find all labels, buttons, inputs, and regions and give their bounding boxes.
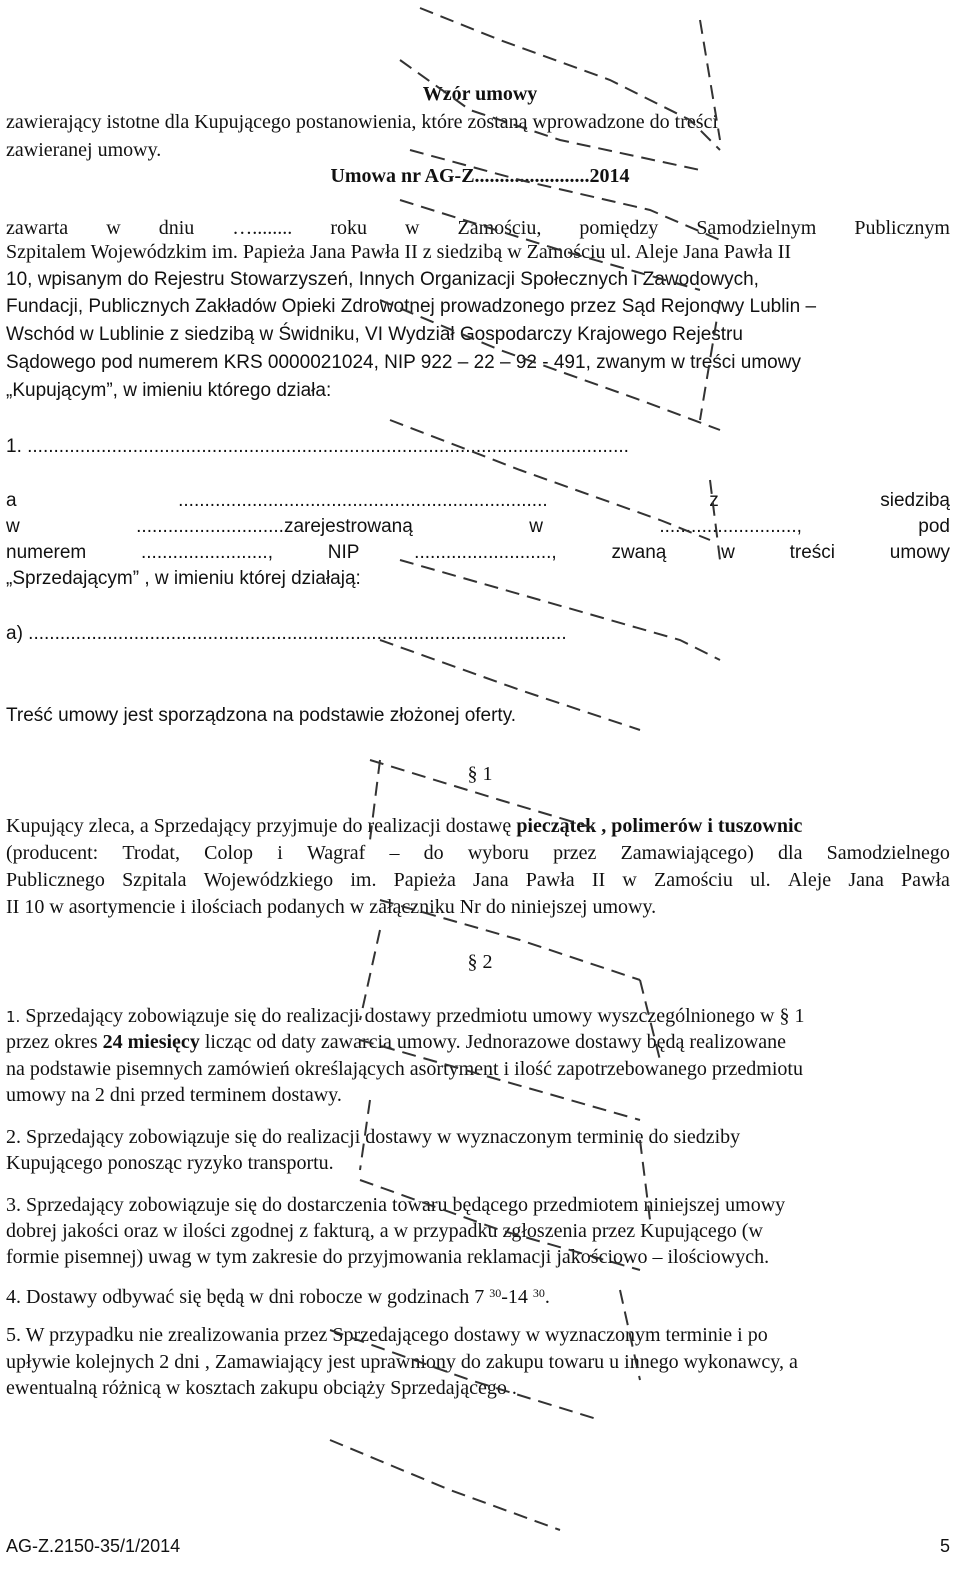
word: ul.: [750, 869, 771, 891]
word: Colop: [204, 842, 254, 864]
word: Jana: [473, 869, 509, 891]
footer-reference: AG-Z.2150-35/1/2014: [6, 1536, 181, 1556]
word: im.: [350, 869, 377, 891]
p2-line-4: „Sprzedającym” , w imieniu której działają:: [6, 568, 361, 589]
word: II: [591, 869, 606, 891]
word: Zamawiającego): [620, 842, 754, 864]
s2-2-line-1: 2. Sprzedający zobowiązuje się do realizacji dostawy w wyznaczonym terminie do siedziby: [6, 1126, 741, 1148]
word: Samodzielnym: [696, 217, 817, 239]
intro-line-2: zawieranej umowy.: [6, 139, 162, 161]
s2-2-line-2: Kupującego ponosząc ryzyko transportu.: [6, 1152, 334, 1174]
p2-line-2: [6, 515, 950, 539]
word: Trodat,: [122, 842, 180, 864]
p2-line-3: [6, 541, 950, 565]
word: ......................................................................: [178, 490, 548, 511]
s2-5-line-3: ewentualną różnicą w kosztach zakupu obciąży Sprzedającego .: [6, 1377, 517, 1399]
word: pomiędzy: [579, 217, 659, 239]
word: ............................zarejestrowaną: [136, 516, 413, 537]
word: wyboru: [467, 842, 529, 864]
word: przez: [553, 842, 597, 864]
p1-line-5: Wschód w Lublinie z siedzibą w Świdniku, VI Wydział Gospodarczy Krajowego Rejestru: [6, 324, 743, 345]
word: Publicznego: [6, 869, 105, 891]
p1-line-1: [6, 216, 950, 240]
p1-line-4: Fundacji, Publicznych Zakładów Opieki Zdrowotnej prowadzonego przez Sąd Rejonowy Lublin –: [6, 296, 817, 317]
word: w: [6, 516, 20, 537]
word: ........................,: [141, 542, 273, 563]
word: Jana: [848, 869, 884, 891]
s1-line-2: [6, 841, 950, 865]
word: treści: [789, 542, 836, 563]
word: i: [277, 842, 283, 864]
word: zwaną: [611, 542, 667, 563]
word: w: [529, 516, 543, 537]
word: zawarta: [6, 217, 69, 239]
word: dla: [778, 842, 803, 864]
item-1: 1. ..................................................................................................................: [6, 436, 629, 457]
word: siedzibą: [880, 490, 950, 511]
word: z: [709, 490, 719, 511]
word: Wojewódzkiego: [203, 869, 334, 891]
word: ..........................,: [414, 542, 557, 563]
word: Aleje: [787, 869, 832, 891]
p1-line-3: 10, wpisanym do Rejestru Stowarzyszeń, Innych Organizacji Społecznych i Zawodowych,: [6, 269, 759, 290]
s2-4-line: 4. Dostawy odbywać się będą w dni robocze w godzinach 7 $^{30}$-14 $^{30}$.: [6, 1286, 550, 1308]
p1-line-6: Sądowego pod numerem KRS 0000021024, NIP 922 – 22 – 92 - 491, zwanym w treści umowy: [6, 352, 801, 373]
word: Samodzielnego: [826, 842, 950, 864]
word: Pawła: [901, 869, 950, 891]
word: w: [106, 217, 121, 239]
word: Wagraf: [306, 842, 366, 864]
s2-5-line-1: 5. W przypadku nie zrealizowania przez Sprzedającego dostawy w wyznaczonym terminie i po: [6, 1324, 768, 1346]
word: w: [721, 542, 735, 563]
word: Zamościu: [654, 869, 733, 891]
word: Zamościu,: [457, 217, 542, 239]
item-a: a) ......................................................................................................: [6, 623, 567, 644]
word: …........: [232, 217, 293, 239]
s1-line-1: Kupujący zleca, a Sprzedający przyjmuje do realizacji dostawę pieczątek , polimerów i tuszownic: [6, 815, 803, 837]
word: pod: [918, 516, 950, 537]
s2-3-line-2: dobrej jakości oraz w ilości zgodnej z fakturą, a w przypadku zgłoszenia przez Kupującego (w: [6, 1220, 763, 1242]
word: umowy: [889, 542, 950, 563]
page-number: 5: [939, 1536, 950, 1556]
word: a: [6, 490, 17, 511]
s2-1-line-4: umowy na 2 dni przed terminem dostawy.: [6, 1084, 342, 1106]
word: Pawła: [525, 869, 575, 891]
word: numerem: [6, 542, 87, 563]
word: NIP: [327, 542, 360, 563]
intro-line-1: zawierający istotne dla Kupującego postanowienia, które zostaną wprowadzone do treści: [6, 111, 718, 133]
word: dniu: [158, 217, 195, 239]
word: –: [389, 842, 400, 864]
word: Szpitala: [122, 869, 187, 891]
s2-1-line-1: 1. Sprzedający zobowiązuje się do realizacji dostawy przedmiotu umowy wyszczególnionego w § 1: [6, 1005, 805, 1027]
contract-number: Umowa nr AG-Z.......................2014: [330, 165, 630, 187]
s1-line-4: II 10 w asortymencie i ilościach podanych w załączniku Nr do niniejszej umowy.: [6, 896, 657, 918]
s2-1-line-2: przez okres 24 miesięcy licząc od daty zawarcia umowy. Jednorazowe dostawy będą realizowane: [6, 1031, 787, 1053]
p1-line-7: „Kupującym”, w imieniu którego działa:: [6, 380, 332, 401]
word: do: [423, 842, 444, 864]
s2-5-line-2: upływie kolejnych 2 dni , Zamawiający jest uprawniony do zakupu towaru u innego wykonawcy, a: [6, 1351, 798, 1373]
word: w: [405, 217, 420, 239]
basis-line: Treść umowy jest sporządzona na podstawie złożonej oferty.: [6, 705, 517, 726]
s2-3-line-3: formie pisemnej) uwag w tym zakresie do przyjmowania reklamacji jakościowo – ilościowych.: [6, 1246, 770, 1268]
p2-line-1: [6, 489, 950, 513]
word: Papieża: [393, 869, 456, 891]
word: (producent:: [6, 842, 99, 864]
watermark-stroke: [330, 1440, 560, 1530]
word: roku: [330, 217, 367, 239]
section-1-title: § 1: [467, 763, 493, 785]
s1-line-3: [6, 868, 950, 892]
word: ..........................,: [659, 516, 802, 537]
s2-3-line-1: 3. Sprzedający zobowiązuje się do dostarczenia towaru będącego przedmiotem niniejszej umowy: [6, 1194, 786, 1216]
s2-1-line-3: na podstawie pisemnych zamówień określających asortyment i ilość zapotrzebowanego przedmiotu: [6, 1058, 803, 1080]
section-2-title: § 2: [467, 951, 493, 973]
word: w: [622, 869, 637, 891]
p1-line-2: Szpitalem Wojewódzkim im. Papieża Jana Pawła II z siedzibą w Zamościu ul. Aleje Jana Pawła II: [6, 241, 792, 263]
document-title: Wzór umowy: [422, 83, 538, 105]
word: Publicznym: [854, 217, 950, 239]
